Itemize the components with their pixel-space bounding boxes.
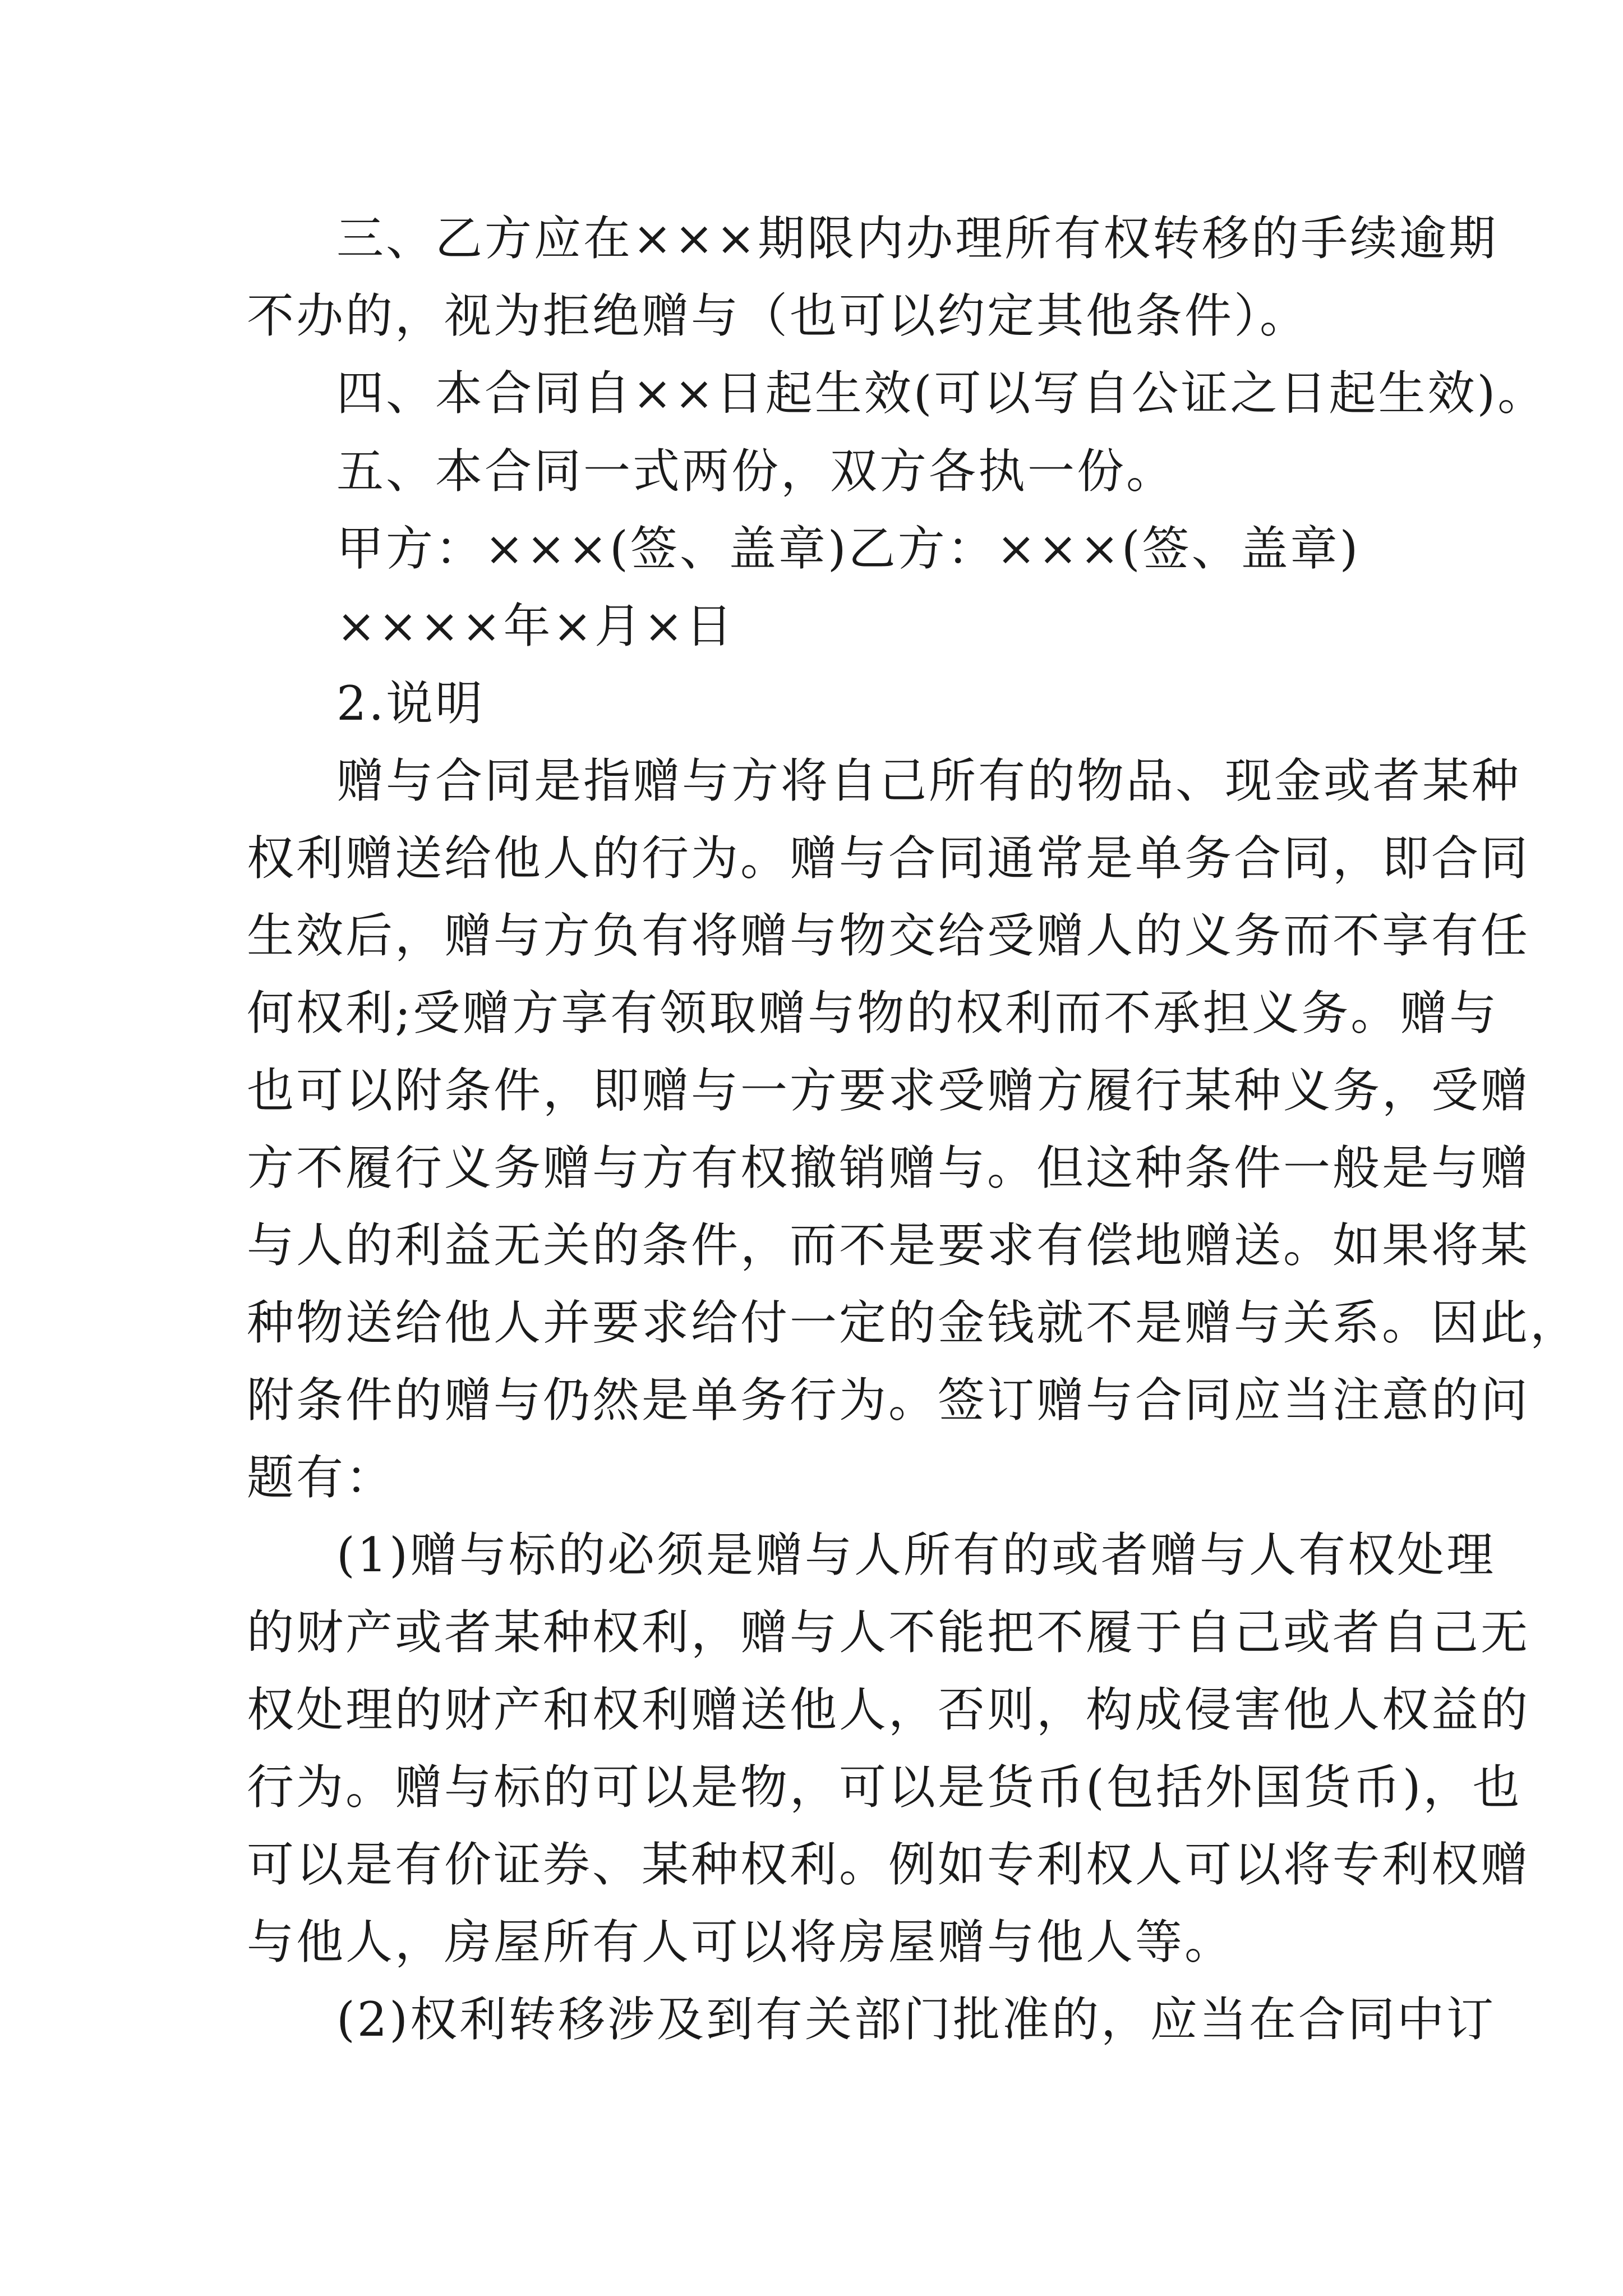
section-heading: 2.说明: [336, 676, 485, 731]
signature-line: 甲方：×××(签、盖章)乙方：×××(签、盖章): [336, 521, 1361, 576]
paragraph-line: 生效后，赠与方负有将赠与物交给受赠人的义务而不享有任: [247, 908, 1530, 963]
list-item-1-line: 行为。赠与标的可以是物，可以是货币(包括外国货币)，也: [247, 1760, 1522, 1815]
paragraph-line: 附条件的赠与仍然是单务行为。签订赠与合同应当注意的问: [247, 1373, 1530, 1428]
paragraph-line: 题有：: [247, 1450, 395, 1505]
list-item-1-line: 的财产或者某种权利，赠与人不能把不履于自己或者自己无: [247, 1605, 1530, 1660]
list-item-1-line: (1)赠与标的必须是赠与人所有的或者赠与人有权处理: [336, 1527, 1496, 1582]
clause-3-line-1: 三、乙方应在×××期限内办理所有权转移的手续逾期: [336, 211, 1498, 266]
paragraph-line: 赠与合同是指赠与方将自己所有的物品、现金或者某种: [336, 753, 1521, 808]
list-item-1-line: 与他人，房屋所有人可以将房屋赠与他人等。: [247, 1915, 1234, 1970]
paragraph-line: 何权利;受赠方享有领取赠与物的权利而不承担义务。赠与: [247, 986, 1499, 1041]
paragraph-line: 方不履行义务赠与方有权撤销赠与。但这种条件一般是与赠: [247, 1140, 1530, 1195]
paragraph-line: 种物送给他人并要求给付一定的金钱就不是赠与关系。因此，: [247, 1295, 1580, 1350]
paragraph-line: 权利赠送给他人的行为。赠与合同通常是单务合同，即合同: [247, 831, 1530, 886]
paragraph-line: 与人的利益无关的条件，而不是要求有偿地赠送。如果将某: [247, 1218, 1530, 1273]
clause-4: 四、本合同自××日起生效(可以写自公证之日起生效)。: [336, 366, 1547, 421]
clause-5: 五、本合同一式两份，双方各执一份。: [336, 444, 1176, 499]
clause-3-line-2: 不办的，视为拒绝赠与（也可以约定其他条件）。: [247, 288, 1310, 343]
list-item-1-line: 权处理的财产和权利赠送他人，否则，构成侵害他人权益的: [247, 1682, 1530, 1737]
paragraph-line: 也可以附条件，即赠与一方要求受赠方履行某种义务，受赠: [247, 1063, 1530, 1118]
list-item-1-line: 可以是有价证券、某种权利。例如专利权人可以将专利权赠: [247, 1837, 1530, 1892]
date-line: ××××年×月×日: [336, 599, 735, 654]
list-item-2-line: (2)权利转移涉及到有关部门批准的，应当在合同中订: [336, 1992, 1496, 2047]
